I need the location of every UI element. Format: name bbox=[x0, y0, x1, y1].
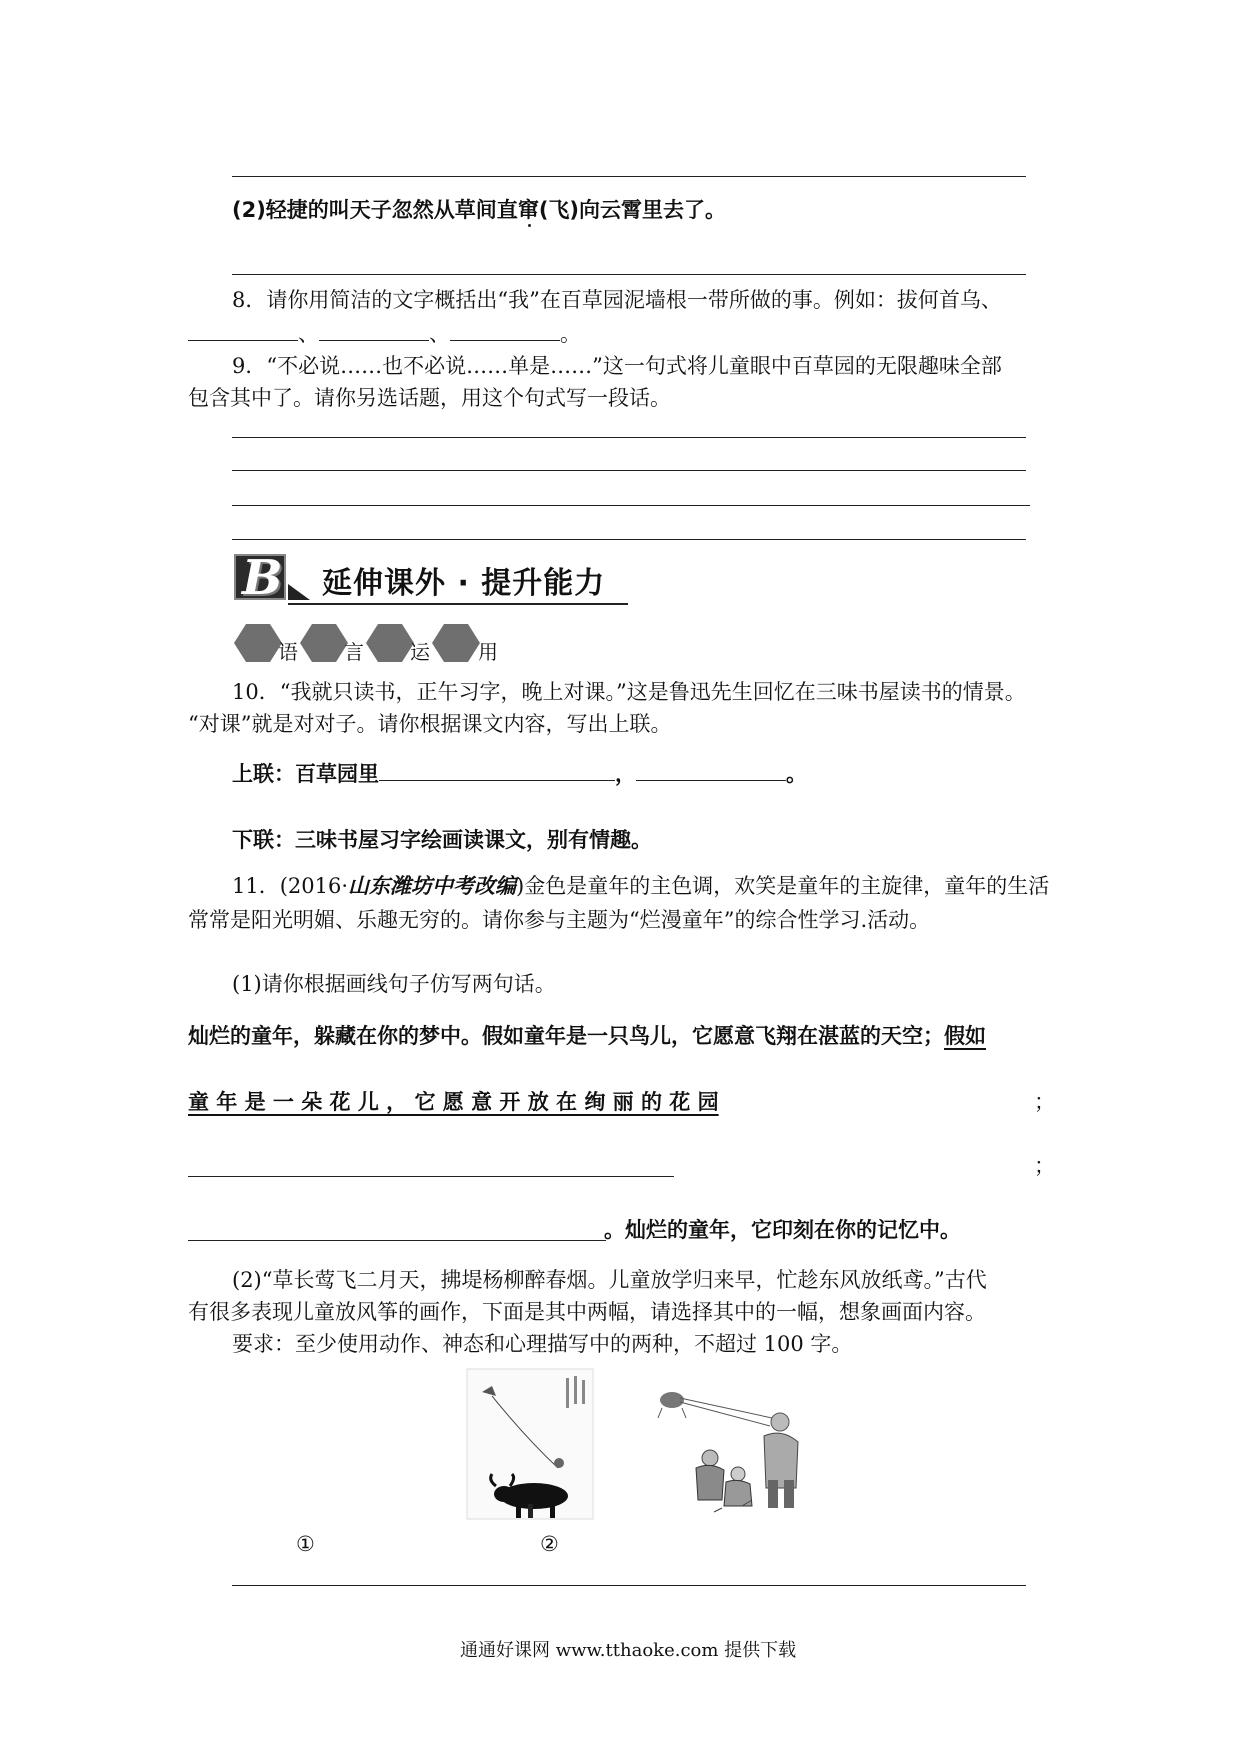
q11-sub2-line2: 有很多表现儿童放风筝的画作，下面是其中两幅，请选择其中的一幅，想象画面内容。 bbox=[188, 1300, 986, 1324]
picture-label-1: ① bbox=[296, 1532, 315, 1556]
blank-3[interactable] bbox=[450, 322, 560, 341]
q11-sub1: (1)请你根据画线句子仿写两句话。 bbox=[232, 972, 556, 996]
q11-source: 山东潍坊中考改编 bbox=[348, 873, 517, 898]
blank-1[interactable] bbox=[188, 322, 298, 341]
q11-sub2-line1: (2)“草长莺飞二月天，拂堤杨柳醉春烟。儿童放学归来早，忙趁东风放纸鸢。”古代 bbox=[232, 1268, 987, 1292]
section-b-arrow-icon bbox=[288, 584, 310, 600]
semicolon: ； bbox=[1034, 1090, 1055, 1114]
answer-line[interactable] bbox=[232, 470, 1026, 471]
badge-char: 运 bbox=[410, 640, 430, 664]
badge-char: 言 bbox=[344, 640, 364, 664]
answer-line[interactable] bbox=[188, 1176, 674, 1177]
blank-2[interactable] bbox=[319, 322, 429, 341]
underlined-sentence: 假如 bbox=[944, 1024, 986, 1048]
painting-1[interactable] bbox=[466, 1368, 594, 1520]
q11-ending: 。灿烂的童年，它印刻在你的记忆中。 bbox=[604, 1218, 961, 1242]
upper-blank-2[interactable] bbox=[636, 762, 786, 781]
answer-line[interactable] bbox=[232, 176, 1026, 177]
q11-requirement: 要求：至少使用动作、神态和心理描写中的两种，不超过 100 字。 bbox=[232, 1332, 853, 1356]
upper-blank-1[interactable] bbox=[379, 762, 615, 781]
hexagon-icon bbox=[234, 624, 282, 662]
semicolon: ； bbox=[1034, 1154, 1055, 1178]
answer-line[interactable] bbox=[232, 437, 1026, 438]
q8-text: 8．请你用简洁的文字概括出“我”在百草园泥墙根一带所做的事。例如：拔何首乌、 bbox=[232, 288, 1002, 312]
answer-line[interactable] bbox=[232, 539, 1026, 540]
section-b-underline bbox=[288, 603, 628, 605]
q11-line2: 常常是阳光明媚、乐趣无穷的。请你参与主题为“烂漫童年”的综合性学习.活动。 bbox=[188, 908, 931, 932]
q11-line1: 11．(2016·山东潍坊中考改编)金色是童年的主色调，欢笑是童年的主旋律，童年的生活 bbox=[232, 873, 1050, 898]
q10-lower-couplet: 下联：三味书屋习字绘画读课文，别有情趣。 bbox=[232, 828, 652, 852]
q8-blanks: 、 、 。 bbox=[188, 320, 581, 348]
emphasis-char: 窜 bbox=[517, 198, 539, 222]
hexagon-icon bbox=[300, 624, 348, 662]
painting-2[interactable] bbox=[652, 1368, 822, 1518]
q10-upper-couplet: 上联：百草园里 ， 。 bbox=[232, 762, 807, 786]
page-footer: 通通好课网 www.tthaoke.com 提供下载 bbox=[460, 1640, 797, 1661]
children-kite-painting-icon bbox=[652, 1368, 822, 1518]
buffalo-kite-painting-icon bbox=[466, 1368, 594, 1520]
q10-line1: 10．“我就只读书，正午习字，晚上对课。”这是鲁迅先生回忆在三味书屋读书的情景。 bbox=[232, 680, 1026, 704]
answer-line[interactable] bbox=[232, 1585, 1026, 1586]
section-b-badge: B bbox=[234, 554, 286, 600]
section-b-title: 延伸课外 · 提升能力 bbox=[322, 566, 606, 601]
answer-line[interactable] bbox=[232, 274, 1026, 275]
q7-sub2: (2)轻捷的叫天子忽然从草间直窜(飞)向云霄里去了。 bbox=[232, 198, 727, 222]
badge-char: 用 bbox=[478, 640, 498, 664]
q11-model-line1: 灿烂的童年，躲藏在你的梦中。假如童年是一只鸟儿，它愿意飞翔在湛蓝的天空；假如 bbox=[188, 1024, 986, 1048]
q10-line2: “对课”就是对对子。请你根据课文内容，写出上联。 bbox=[188, 712, 672, 736]
q11-model-line2 bbox=[188, 1088, 719, 1116]
answer-line[interactable] bbox=[232, 505, 1030, 506]
answer-line[interactable] bbox=[188, 1240, 606, 1241]
picture-label-2: ② bbox=[540, 1532, 559, 1556]
q9-line2: 包含其中了。请你另选话题，用这个句式写一段话。 bbox=[188, 386, 671, 410]
hexagon-icon bbox=[432, 624, 480, 662]
badge-char: 语 bbox=[278, 640, 298, 664]
underlined-sentence: 童 年 是 一 朵 花 儿 ， 它 愿 意 开 放 在 绚 丽 的 花 园 bbox=[188, 1090, 719, 1114]
hexagon-icon bbox=[366, 624, 414, 662]
q9-line1: 9．“不必说……也不必说……单是……”这一句式将儿童眼中百草园的无限趣味全部 bbox=[232, 354, 1002, 378]
